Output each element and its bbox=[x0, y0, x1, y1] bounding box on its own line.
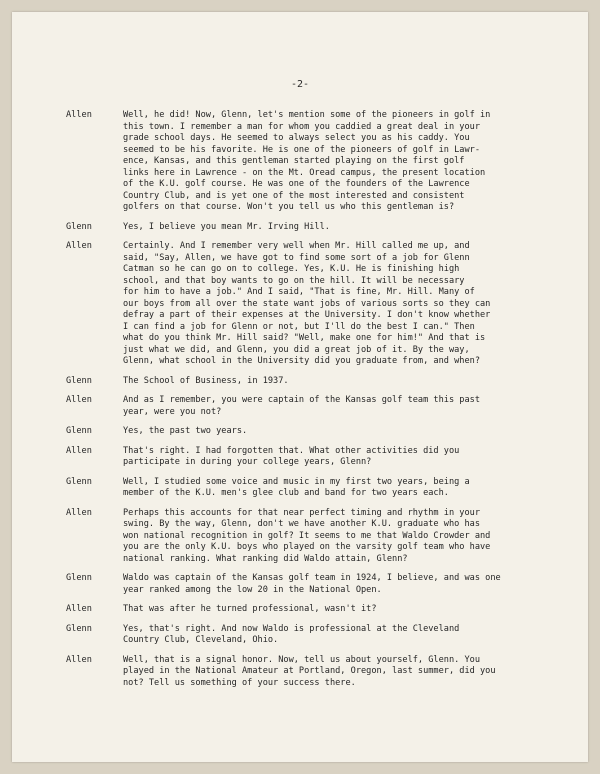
speech-line: Yes, that's right. And now Waldo is professional at the Cleveland bbox=[123, 623, 460, 634]
dialogue-entry bbox=[66, 508, 536, 566]
speech-text bbox=[123, 624, 536, 647]
speech-line: year, were you not? bbox=[123, 406, 222, 417]
speaker-name: Glenn bbox=[66, 476, 92, 487]
speech-text bbox=[123, 573, 536, 596]
speech-line: of the K.U. golf course. He was one of the founders of the Lawrence bbox=[123, 179, 470, 189]
speech-line: links here in Lawrence - on the Mt. Oread campus, the present location bbox=[123, 167, 486, 178]
speech-text bbox=[123, 376, 536, 388]
speech-line: Waldo was captain of the Kansas golf team in 1924, I believe, and was one bbox=[123, 573, 501, 583]
speaker-name: Glenn bbox=[66, 573, 92, 583]
speech-line: participate in during your college years, Glenn? bbox=[123, 457, 372, 467]
dialogue-entry bbox=[66, 604, 536, 616]
speech-line: played in the National Amateur at Portland, Oregon, last summer, did you bbox=[123, 666, 496, 676]
transcript-body bbox=[66, 110, 536, 697]
dialogue-entry bbox=[66, 222, 536, 234]
speech-line: swing. By the way, Glenn, don't we have another K.U. graduate who has bbox=[123, 519, 480, 529]
speaker-name: Glenn bbox=[66, 375, 92, 386]
speech-line: defray a part of their expenses at the University. I don't know whether bbox=[123, 310, 491, 320]
speech-line: year ranked among the low 20 in the National Open. bbox=[123, 584, 382, 595]
speech-line: won national recognition in golf? It seems to me that Waldo Crowder and bbox=[123, 530, 491, 541]
speech-line: for him to have a job." And I said, "That is fine, Mr. Hill. Many of bbox=[123, 287, 475, 297]
speech-line: this town. I remember a man for whom you caddied a great deal in your bbox=[123, 121, 480, 132]
speech-line: school, and that boy wants to go on the hill. It will be necessary bbox=[123, 275, 465, 286]
speech-line: And as I remember, you were captain of the Kansas golf team this past bbox=[123, 395, 480, 405]
speaker-name: Allen bbox=[66, 654, 92, 665]
speech-line: That's right. I had forgotten that. What other activities did you bbox=[123, 445, 460, 456]
speech-text bbox=[123, 446, 536, 469]
speech-text bbox=[123, 655, 536, 690]
speech-line: Perhaps this accounts for that near perfect timing and rhythm in your bbox=[123, 507, 480, 518]
speech-line: ence, Kansas, and this gentleman started playing on the first golf bbox=[123, 156, 465, 166]
dialogue-entry bbox=[66, 573, 536, 596]
dialogue-entry bbox=[66, 241, 536, 368]
speech-line: Yes, I believe you mean Mr. Irving Hill. bbox=[123, 221, 330, 232]
speech-line: I can find a job for Glenn or not, but I'll do the best I can." Then bbox=[123, 321, 475, 332]
speaker-name: Allen bbox=[66, 395, 92, 405]
speech-line: seemed to be his favorite. He is one of the pioneers of golf in Lawr- bbox=[123, 144, 480, 155]
speech-line: golfers on that course. Won't you tell us who this gentleman is? bbox=[123, 202, 455, 212]
dialogue-entry bbox=[66, 395, 536, 418]
page-number: -2- bbox=[290, 79, 310, 90]
speech-line: Country Club, Cleveland, Ohio. bbox=[123, 635, 279, 645]
speech-line: Yes, the past two years. bbox=[123, 426, 248, 436]
speech-line: That was after he turned professional, wasn't it? bbox=[123, 604, 377, 614]
speech-line: national ranking. What ranking did Waldo attain, Glenn? bbox=[123, 553, 408, 564]
speech-text bbox=[123, 241, 536, 368]
speech-text bbox=[123, 426, 536, 438]
speech-line: The School of Business, in 1937. bbox=[123, 375, 289, 386]
speech-line: Catman so he can go on to college. Yes, K.U. He is finishing high bbox=[123, 264, 460, 274]
speech-text bbox=[123, 395, 536, 418]
speech-line: said, "Say, Allen, we have got to find some sort of a job for Glenn bbox=[123, 252, 470, 263]
dialogue-entry bbox=[66, 376, 536, 388]
speaker-name: Allen bbox=[66, 445, 92, 456]
speaker-name: Glenn bbox=[66, 623, 92, 634]
speech-text bbox=[123, 222, 536, 234]
speech-text bbox=[123, 477, 536, 500]
speech-line: Well, that is a signal honor. Now, tell us about yourself, Glenn. You bbox=[123, 654, 480, 665]
dialogue-entry bbox=[66, 655, 536, 690]
dialogue-entry bbox=[66, 477, 536, 500]
speech-line: grade school days. He seemed to always select you as his caddy. You bbox=[123, 133, 470, 143]
document-page bbox=[12, 12, 588, 762]
speech-line: our boys from all over the state want jobs of various sorts so they can bbox=[123, 298, 491, 309]
speech-line: Country Club, and is yet one of the most interested and consistent bbox=[123, 190, 465, 201]
speech-text bbox=[123, 604, 536, 616]
dialogue-entry bbox=[66, 426, 536, 438]
dialogue-entry bbox=[66, 446, 536, 469]
speech-text bbox=[123, 508, 536, 566]
speech-line: Well, he did! Now, Glenn, let's mention some of the pioneers in golf in bbox=[123, 110, 491, 120]
speech-line: member of the K.U. men's glee club and band for two years each. bbox=[123, 488, 449, 498]
speaker-name: Allen bbox=[66, 241, 92, 251]
dialogue-entry bbox=[66, 110, 536, 214]
speech-line: Well, I studied some voice and music in my first two years, being a bbox=[123, 476, 470, 487]
speech-line: you are the only K.U. boys who played on the varsity golf team who have bbox=[123, 542, 491, 552]
speech-line: what do you think Mr. Hill said? "Well, make one for him!" And that is bbox=[123, 333, 486, 343]
speech-line: just what we did, and Glenn, you did a great job of it. By the way, bbox=[123, 344, 470, 355]
speech-line: Glenn, what school in the University did you graduate from, and when? bbox=[123, 356, 480, 366]
speech-text bbox=[123, 110, 536, 214]
dialogue-entry bbox=[66, 624, 536, 647]
speech-line: Certainly. And I remember very well when Mr. Hill called me up, and bbox=[123, 241, 470, 251]
speech-line: not? Tell us something of your success there. bbox=[123, 677, 356, 688]
speaker-name: Allen bbox=[66, 507, 92, 518]
speaker-name: Glenn bbox=[66, 221, 92, 232]
speaker-name: Allen bbox=[66, 604, 92, 614]
speaker-name: Glenn bbox=[66, 426, 92, 436]
speaker-name: Allen bbox=[66, 110, 92, 120]
